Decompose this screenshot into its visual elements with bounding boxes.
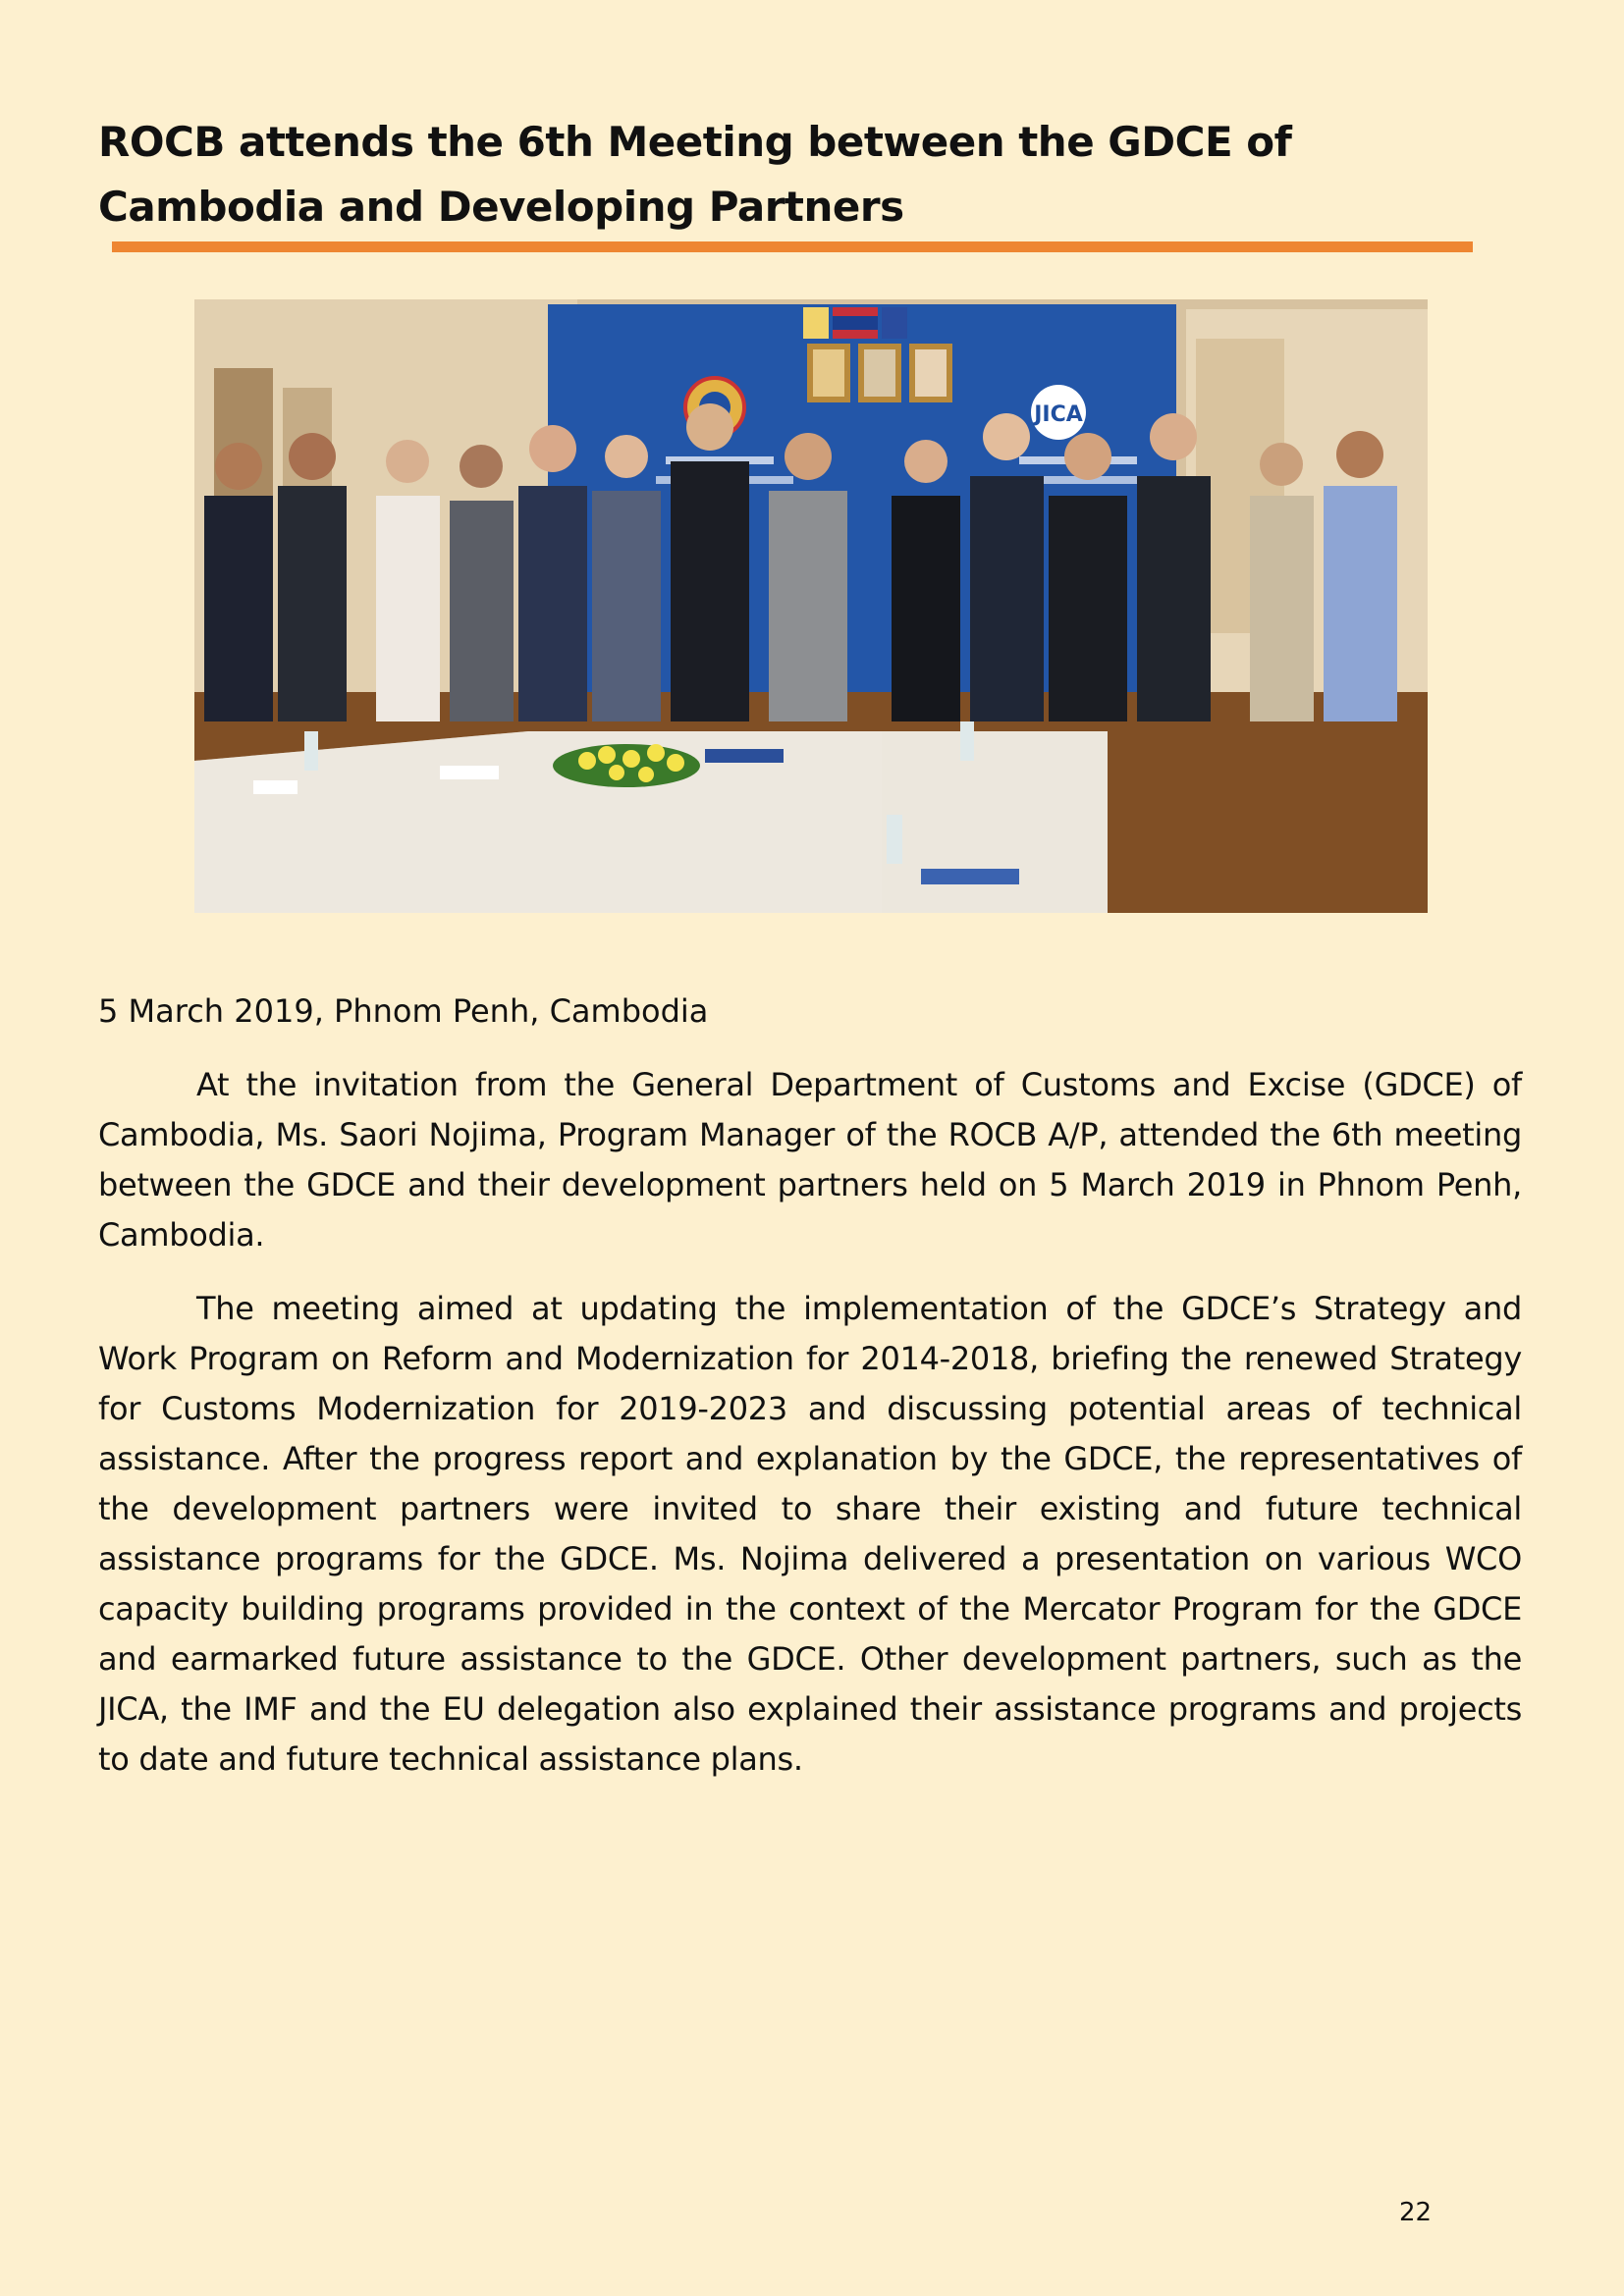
- jica-logo-text: JICA: [1034, 402, 1083, 427]
- article-dateline: 5 March 2019, Phnom Penh, Cambodia: [98, 992, 709, 1030]
- article-title: ROCB attends the 6th Meeting between the GDCE of Cambodia and Developing Partners: [98, 118, 1292, 231]
- title-underline: [112, 241, 1473, 252]
- article-paragraph-2: The meeting aimed at updating the implementation of the GDCE’s Strategy and Work Program on Reform and Modernization for 2014-2018, briefing the renewed Strategy for Customs Modernization for 2019-2023 and discussing potential areas of technical assistance. After the progress report and explanation by the GDCE, the representatives of the development partners were invited to share their existing and future technical assistance programs for the GDCE. Ms. Nojima delivered a presentation on various WCO capacity building programs provided in the context of the Mercator Program for the GDCE and earmarked future assistance to the GDCE. Other development partners, such as the JICA, the IMF and the EU delegation also explained their assistance programs and projects to date and future technical assistance plans.: [98, 1290, 1522, 1778]
- page-number: 22: [1399, 2198, 1433, 2227]
- meeting-group-photo: [194, 299, 1428, 913]
- article-paragraph-1: At the invitation from the General Department of Customs and Excise (GDCE) of Cambodia, Ms. Saori Nojima, Program Manager of the ROCB A/P, attended the 6th meeting between the GDCE and their development partners held on 5 March 2019 in Phnom Penh, Cambodia.: [98, 1066, 1522, 1254]
